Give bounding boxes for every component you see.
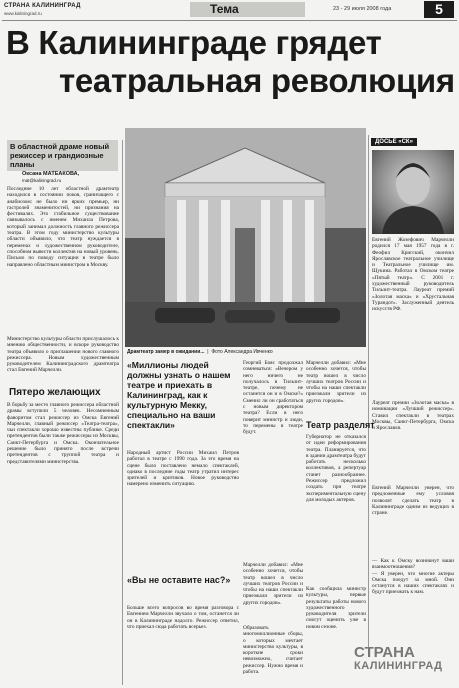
body-column-4b: Как сообщила министр культуры, первые результаты работы нового художественного руководителя зрители смогут оценить уже в новом сезоне. [306, 586, 366, 630]
body-column-3b: Марчелли добавил: «Мне особенно хочется, чтобы театр вошел в число лучших театров России и чтобы на наши спектакли приезжали зрители из других городов». [243, 562, 303, 606]
pull-quote-1-text: «Миллионы людей должны узнать о нашем театре и приехать в Калининград, как к культурную Мекку, специально на ваши спектакли» [127, 360, 231, 430]
body-column-3c: Образовать многомиллионные сборы, о которых мечтает министерство культуры, в короткие сроки невозможно, считает режиссер. Нужно время и работа. [243, 625, 303, 676]
column-divider [122, 140, 123, 685]
site-url[interactable]: www.kaliningrad.ru [4, 11, 42, 16]
photo-caption: Драмтеатр замер в ожидании... | Фото Александра Ивченко [127, 349, 273, 355]
dossier-extra: Лауреат премии «Золотая маска» в номинации «Лучший режиссер». Ставил спектакли в театрах Москвы, Санкт-Петербурга, Омска и Ярославля. [372, 400, 454, 432]
headline-line-1: В Калининграде грядет [6, 24, 382, 61]
issue-date: 23 - 29 июля 2008 года [333, 6, 392, 12]
watermark-line-1: СТРАНА [354, 644, 415, 661]
article-headline [6, 24, 456, 100]
body-column-4: Губернатор не отказался от идеи реформирования театра. Планируется, что в здании драмтеатра будут работать несколько коллективов, а репертуар станет разнообразнее. Режиссер предложил создать при театре экспериментальную сцену для молодых актеров. [306, 434, 366, 503]
body-column-4-top: Марчелли добавил: «Мне особенно хочется, чтобы театр вошел в число лучших театров России и чтобы на наши спектакли приезжали зрители из других городов». [306, 360, 366, 404]
dossier-tag: ДОСЬЕ «СК» [371, 138, 417, 146]
body-column-1: Последние 10 лет областной драмтеатр находился в состоянии покоя, граничащего с анабиозом: не было ни ярких премьер, ни гастролей знаменитостей, ни признания на фестивалях. Это стабильное существование связывалось с именем Михаила Петрова, который занимал должность главного режиссера театра. В этом году министерство культуры области объявило, что театр нуждается в переменах и художественном руководителе, способном вывести коллектив на новый уровень. Письмо по поводу ситуации в театре было направлено областным министром в Москву. [7, 186, 119, 268]
watermark-line-2: КАЛИНИНГРАД [354, 660, 443, 672]
director-portrait [372, 150, 454, 234]
publication-watermark [354, 645, 443, 672]
body-column-5: Евгений Марчелли уверен, что предложенные ему условия позволят сделать театр в Калининграде одним из ведущих в стране. [372, 485, 454, 517]
photo-credit: Фото Александра Ивченко [211, 349, 273, 355]
page-number: 5 [424, 1, 454, 18]
headline-line-2: театральная революция [59, 62, 455, 99]
photo-caption-text: Драмтеатр замер в ожидании... [127, 349, 205, 355]
dossier-text: Евгений Жозефович Марчелли родился 17 мая 1957 года в г. Феофил Кригский, окончил Ярославское театральное училище и Театральное училище им. Щукина. Работал в Омском театре «Пятый театр». С 2001 г. художественный руководитель Тильзит-театра. Лауреат премий «Золотая маска» и «Хрустальная Турандот». Заслуженный деятель искусств РФ. [372, 237, 454, 313]
body-column-2: Народный артист России Михаил Петров работал в театре с 1990 года. За это время на сцене было поставлено немало спектаклей, однако в последние годы театр утратил интерес зрителей и критиков. Новое руководство намерено изменить ситуацию. [127, 450, 239, 488]
article-lead: В областной драме новый режиссер и грандиозные планы [7, 140, 118, 171]
author-name: Оксана МАТЕАКОВА, [22, 171, 80, 177]
body-column-1b: Министерство культуры области прислушалось к мнению общественности, и вскоре руководство театра объявило о приглашении нового главного режиссера. Новым художественным руководителем Калининградского драмтеатра стал Евгений Марчелли. [7, 336, 119, 374]
body-column-3: Георгий Бояс продолжал сомневаться: «Вечером у него ничего не получалось в Тильзит-театре, почему не останется он и в Омске?» Сменил ли он сработаться с новым директором театра? Если в него поверит министр и люди, то перемены в театре будут. [243, 360, 303, 436]
pull-quote-2: «Вы не оставите нас?» [127, 575, 231, 585]
header-divider [2, 20, 457, 21]
column-divider [368, 135, 369, 647]
author-email[interactable]: mat@kaliningrad.ru [22, 178, 62, 183]
pull-quote-1 [127, 360, 239, 430]
section-name: СТРАНА КАЛИНИНГРАД [4, 3, 81, 9]
rubric-label: Тема [190, 2, 305, 17]
body-column-5b: — Как к Омску возникнут ваши взаимоотношения? — Я уверен, что многие актеры Омска поедут за мной. Они останутся в наших спектаклях и будут приезжать к нам. [372, 558, 454, 596]
subhead-theatre-split: Театр разделят [306, 420, 375, 430]
theatre-photo [125, 128, 366, 347]
body-column-1c: В борьбу за место главного режиссера областной драмы вступили 5 человек. Несомненным фаворитом стал режиссер из Омска Евгений Марчелли, главный режиссер «Театра-театра», чьи спектакли хорошо известны публике. Среди претендентов были также режиссеры из Москвы, Санкт-Петербурга и Омска. Окончательное решение было принято после встречи претендентов с труппой театра и представителями министерства. [7, 402, 119, 465]
subhead-candidates: Пятеро желающих [9, 387, 101, 398]
body-column-2b: Больше всего вопросов во время разговора с Евгением Марчелли звучало о том, останется ли он в Калининграде надолго. Режиссер ответил, что приехал сюда работать всерьез. [127, 605, 239, 630]
